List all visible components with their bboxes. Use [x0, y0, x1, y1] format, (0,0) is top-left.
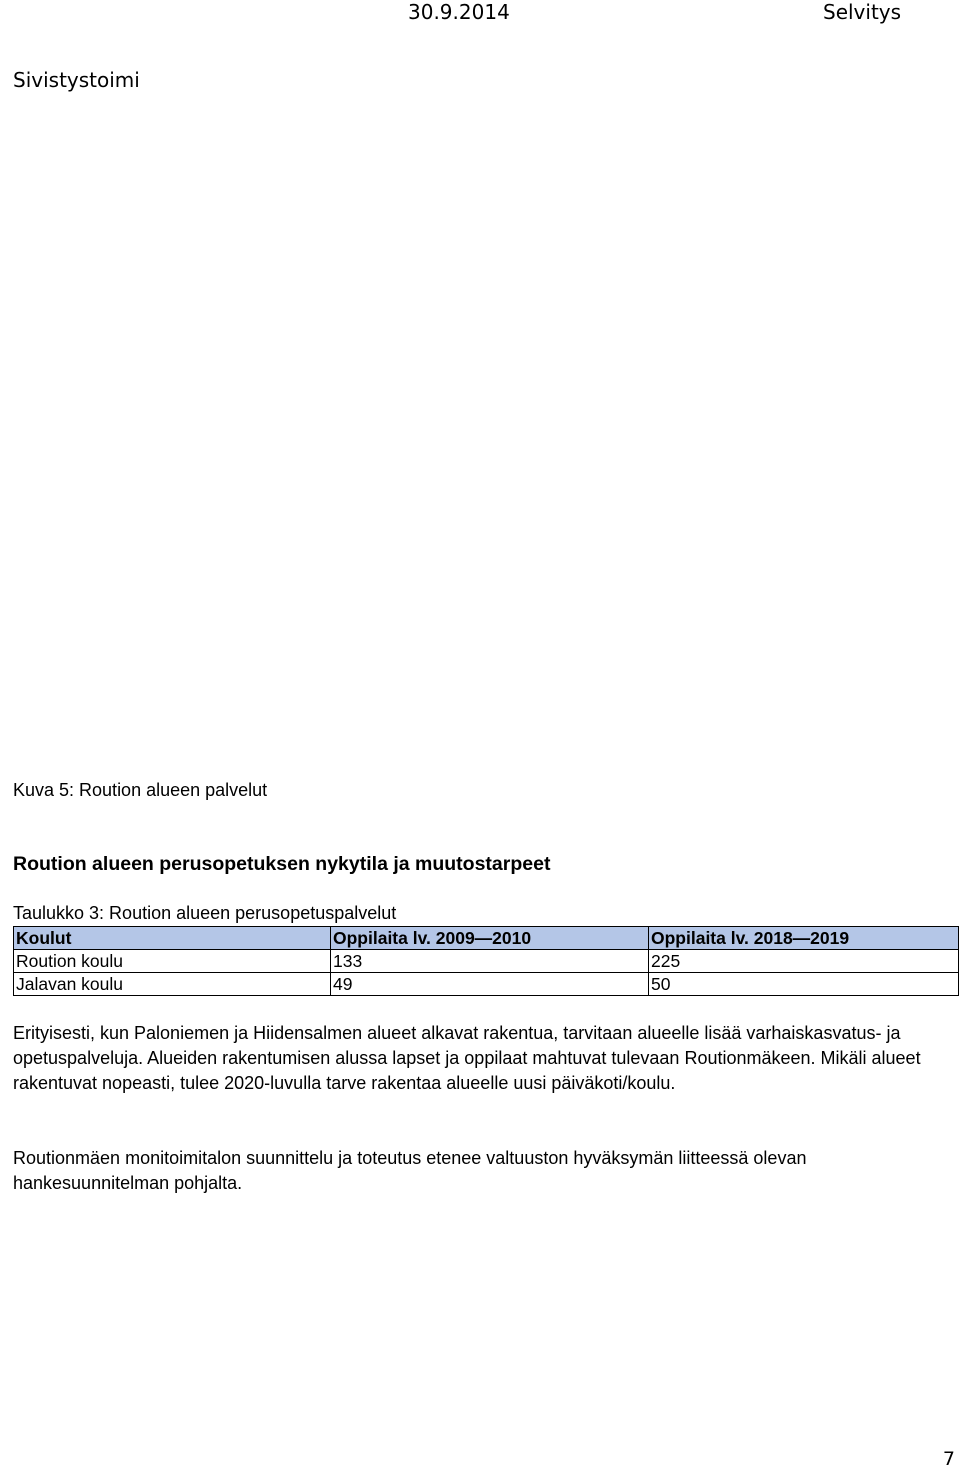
pupils-2018-2019-cell: 50 — [649, 973, 959, 996]
school-name-cell: Roution koulu — [14, 950, 331, 973]
header-document-type: Selvitys — [823, 0, 902, 24]
table-row — [14, 950, 959, 973]
body-paragraph: Routionmäen monitoimitalon suunnittelu ja toteutus etenee valtuuston hyväksymän liitteessä olevan hankesuunnitelman pohjalta. — [13, 1148, 807, 1193]
header-date: 30.9.2014 — [408, 0, 510, 24]
page-number: 7 — [942, 1448, 955, 1470]
pupils-2009-2010-cell: 49 — [331, 973, 649, 996]
figure-caption: Kuva 5: Roution alueen palvelut — [13, 780, 268, 800]
column-header-schools: Koulut — [14, 927, 331, 950]
column-header-pupils-2018-2019: Oppilaita lv. 2018—2019 — [649, 927, 959, 950]
section-heading: Roution alueen perusopetuksen nykytila ja muutostarpeet — [13, 853, 551, 875]
table-title: Taulukko 3: Roution alueen perusopetuspalvelut — [13, 903, 397, 923]
body-paragraph: Erityisesti, kun Paloniemen ja Hiidensalmen alueet alkavat rakentua, tarvitaan alueelle lisää varhaiskasvatus- ja opetuspalveluja. Alueiden rakentumisen alussa lapset ja oppilaat mahtuvat tulevaan Routionmäkeen. Mikäli alueet rakentuvat nopeasti, tulee 2020-luvulla tarve rakentaa alueelle uusi päiväkoti/koulu. — [13, 1023, 921, 1093]
department-name: Sivistystoimi — [13, 68, 140, 92]
pupils-2018-2019-cell: 225 — [649, 950, 959, 973]
school-name-cell: Jalavan koulu — [14, 973, 331, 996]
column-header-pupils-2009-2010: Oppilaita lv. 2009—2010 — [331, 927, 649, 950]
schools-table — [13, 926, 959, 996]
table-header-row — [14, 927, 959, 950]
table-row — [14, 973, 959, 996]
pupils-2009-2010-cell: 133 — [331, 950, 649, 973]
